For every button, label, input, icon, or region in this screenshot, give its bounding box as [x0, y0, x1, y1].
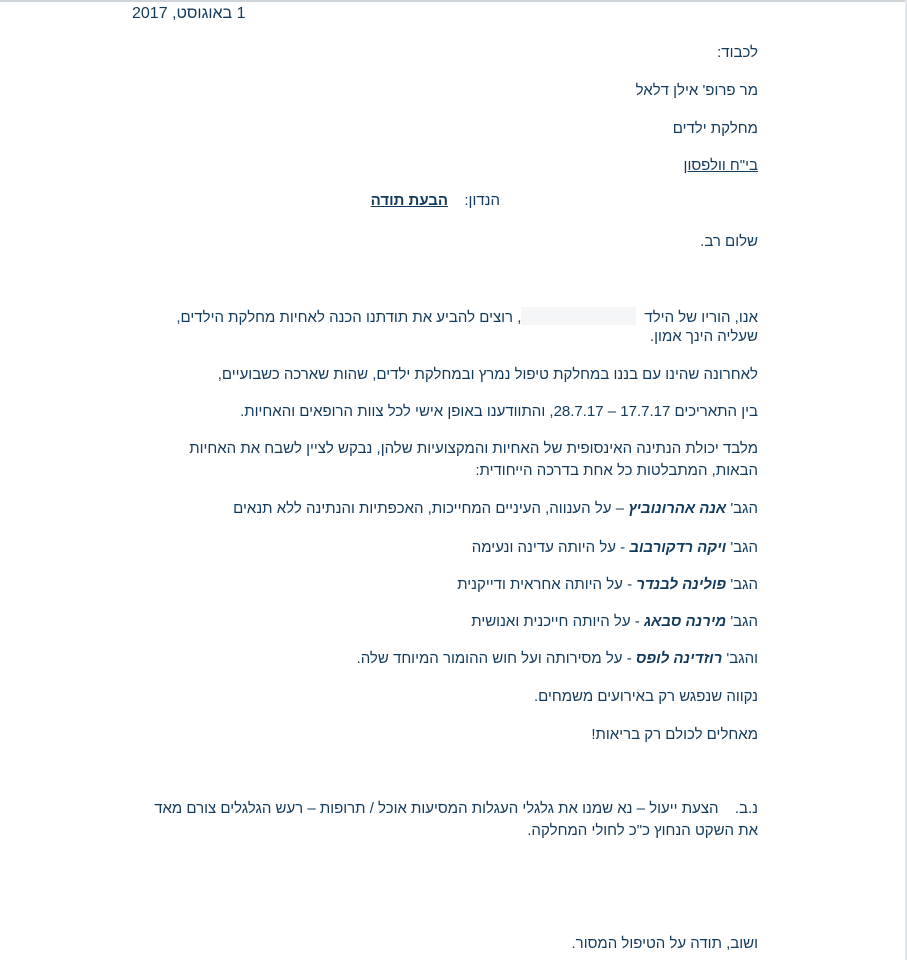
- nurse-text: – על הענווה, העיניים המחייכות, האכפתיות והנתינה ללא תנאים: [233, 500, 625, 517]
- paragraph-1-line-2: שעליה הינך אמון.: [649, 328, 758, 345]
- nurse-name: פולינה לבנדר: [636, 576, 727, 593]
- nurse-item: [471, 613, 758, 631]
- greeting: שלום רב.: [700, 233, 758, 250]
- nurse-prefix: הגב': [730, 539, 758, 556]
- nurse-name: אנה אהרונוביץ: [628, 500, 727, 517]
- nurse-item: [457, 576, 758, 594]
- nurse-name: מירנה סבאג: [643, 613, 727, 630]
- recipient-name: מר פרופ' אילן דלאל: [635, 82, 758, 99]
- paragraph-2: לאחרונה שהינו עם בננו במחלקת טיפול נמרץ ובמחלקת ילדים, שהות שארכה כשבועיים,: [217, 366, 758, 383]
- letter-date: 1 באוגוסט, 2017: [132, 5, 246, 22]
- subject-label: הנדון:: [464, 192, 500, 209]
- nurse-text: - על היותה אחראית ודייקנית: [457, 576, 633, 593]
- wish-line: מאחלים לכולם רק בריאות!: [591, 726, 758, 743]
- paragraph-1-line-1: [176, 307, 758, 327]
- redacted-name: [521, 307, 636, 325]
- p1-start: אנו, הוריו של הילד: [644, 309, 758, 326]
- recipient-department: מחלקת ילדים: [672, 120, 758, 137]
- to-label: לכבוד:: [717, 44, 758, 61]
- hope-line: נקווה שנפגש רק באירועים משמחים.: [533, 688, 758, 705]
- subject-text: הבעת תודה: [370, 192, 449, 209]
- paragraph-3: בין התאריכים 17.7.17 – 28.7.17, והתוודענו באופן אישי לכל צוות הרופאים והאחיות.: [240, 403, 758, 420]
- ps-prefix: נ.ב.: [734, 800, 758, 817]
- nurse-text: - על מסירותה ועל חוש ההומור המיוחד שלה.: [356, 650, 632, 667]
- nurse-prefix: הגב': [730, 500, 758, 517]
- ps-line-1: [154, 800, 758, 818]
- nurse-text: - על היותה חייכנית ואנושית: [471, 613, 640, 630]
- top-border: [0, 0, 907, 2]
- ps-line-2: את השקט הנחוץ כ"כ לחולי המחלקה.: [527, 822, 758, 839]
- nurse-name: ויקה רדקורבוב: [629, 539, 727, 556]
- nurse-prefix: הגב': [730, 576, 758, 593]
- paragraph-4-line-1: מלבד יכולת הנתינה האינסופית של האחיות והמקצועיות שלהן, נבקש לציין לשבח את האחיות: [189, 440, 758, 457]
- nurse-prefix: הגב': [730, 613, 758, 630]
- paragraph-4-line-2: הבאות, המתבלטות כל אחת בדרכה הייחודית:: [475, 462, 758, 479]
- nurse-item: [472, 539, 758, 557]
- nurse-text: - על היותה עדינה ונעימה: [471, 539, 626, 556]
- subject-line: [371, 192, 500, 210]
- closing-line: ושוב, תודה על הטיפול המסור.: [571, 935, 758, 952]
- recipient-hospital: בי"ח וולפסון: [683, 157, 758, 174]
- nurse-prefix: והגב': [726, 650, 758, 667]
- p1-end: , רוצים להביע את תודתנו הכנה לאחיות מחלקת הילדים,: [176, 309, 522, 326]
- nurse-item: [357, 650, 758, 668]
- nurse-name: רוזדינה לופס: [635, 650, 723, 667]
- nurse-item: [233, 500, 758, 518]
- ps-text: הצעת ייעול – נא שמנו את גלגלי העגלות המסיעות אוכל / תרופות – רעש הגלגלים צורם מאד: [154, 800, 719, 817]
